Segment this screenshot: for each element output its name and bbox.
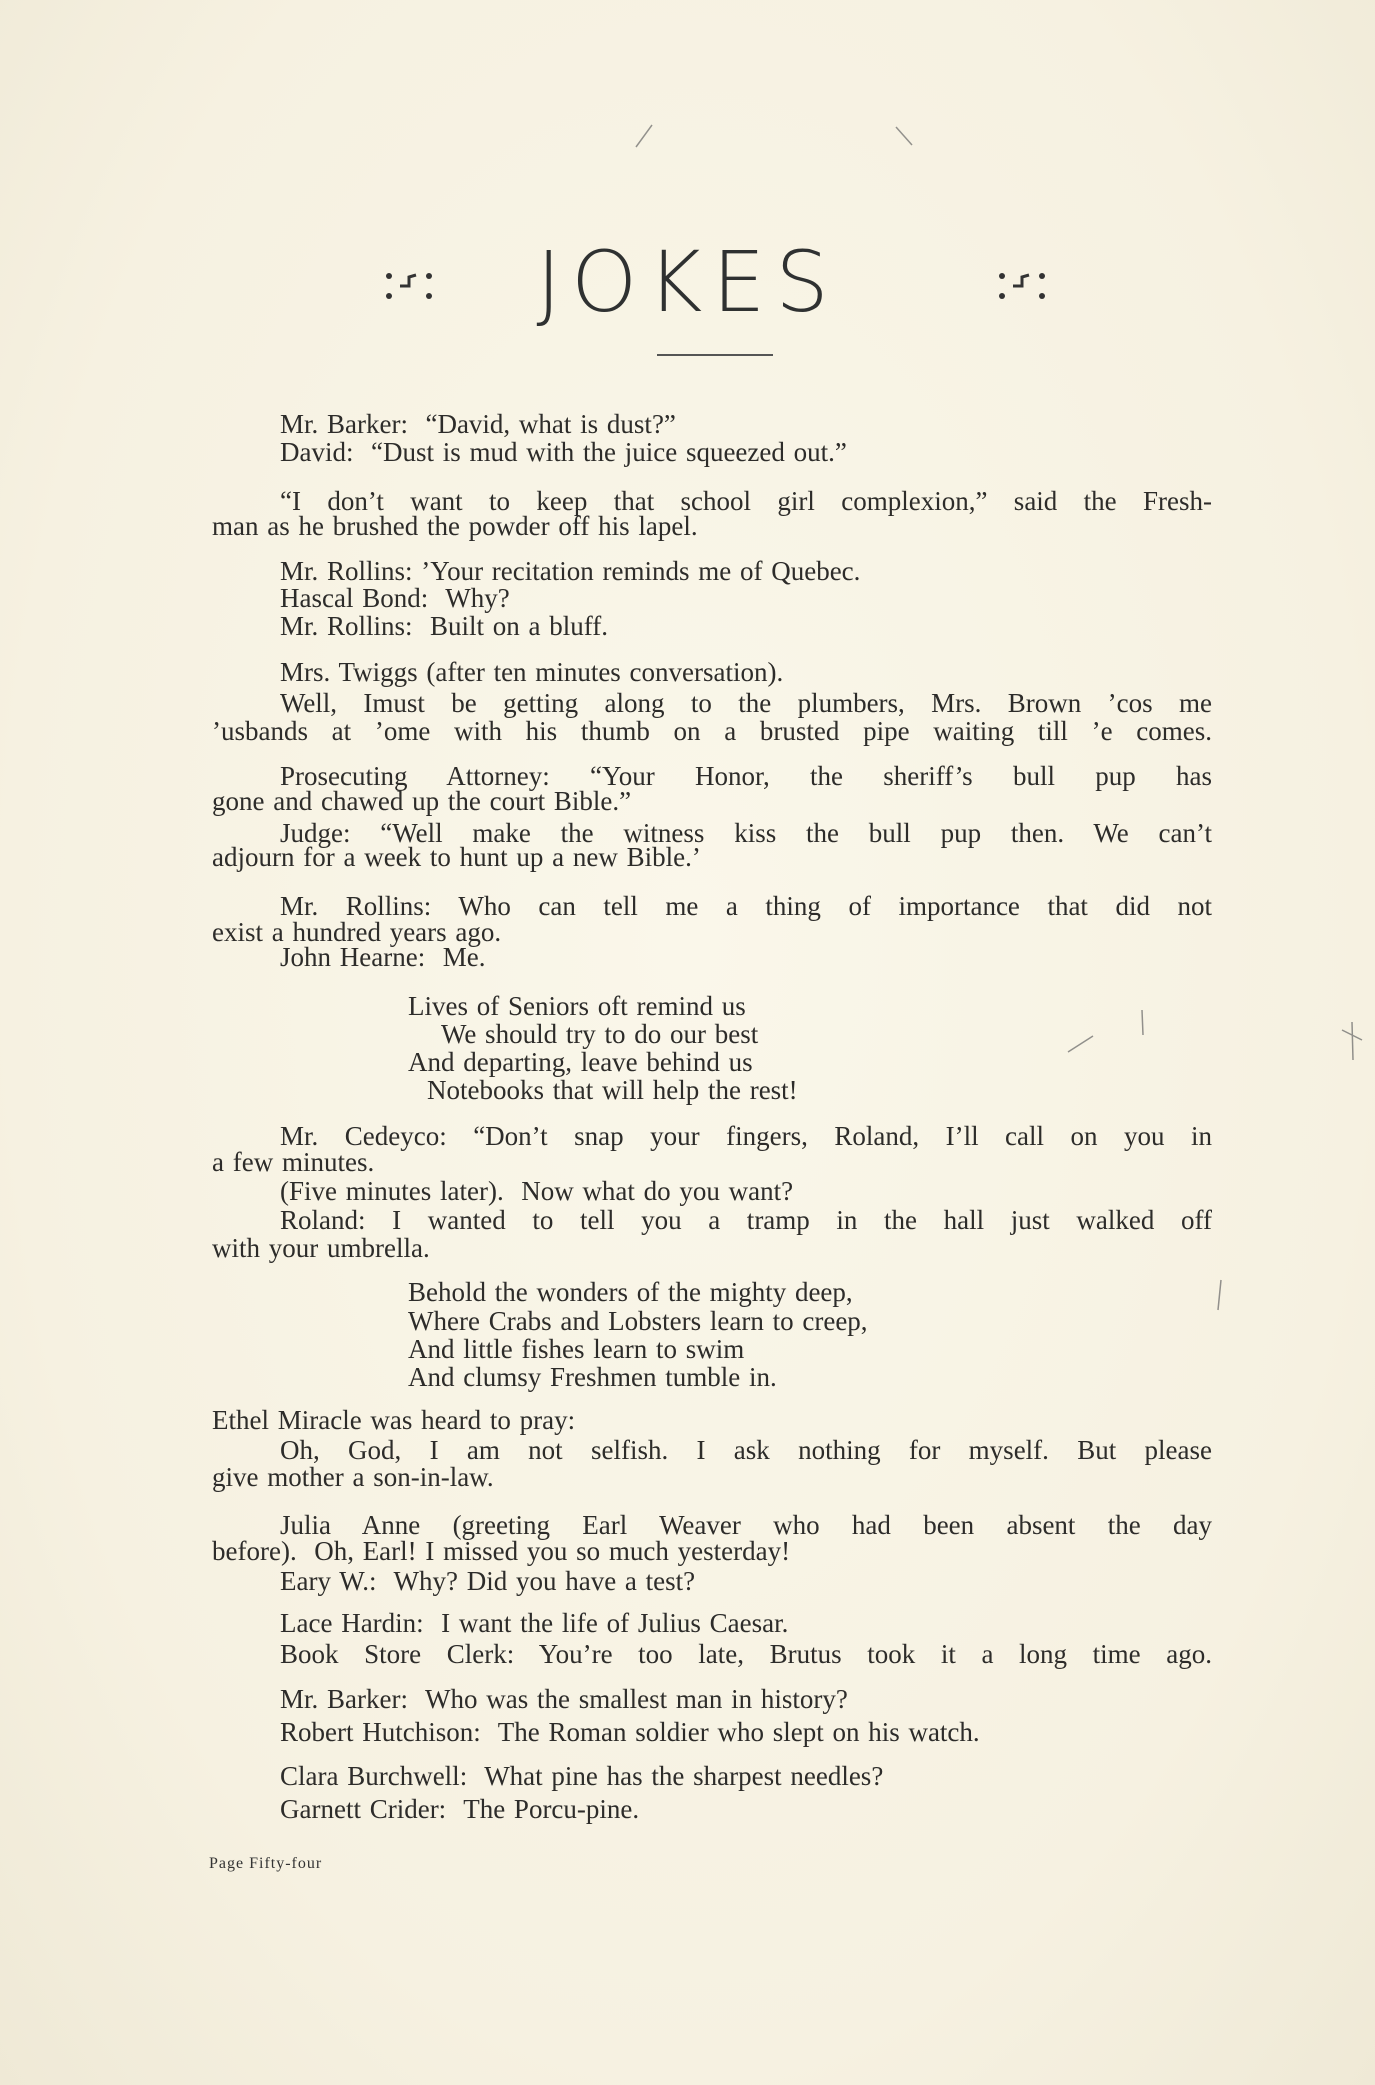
pencil-mark <box>1352 1022 1353 1060</box>
pencil-mark <box>896 127 912 145</box>
text-line: Mrs. Twiggs (after ten minutes conversation). <box>280 657 784 687</box>
text-line: Mr. Cedeyco: “Don’t snap your fingers, Roland, I’ll call on you in <box>280 1121 1212 1151</box>
poem-line: We should try to do our best <box>441 1019 759 1049</box>
text-line: Lace Hardin: I want the life of Julius Caesar. <box>280 1608 789 1638</box>
poem-line: And clumsy Freshmen tumble in. <box>408 1362 777 1392</box>
text-line: gone and chawed up the court Bible.” <box>212 786 632 816</box>
text-line: Judge: “Well make the witness kiss the bull pup then. We can’t <box>280 818 1212 848</box>
text-line: Hascal Bond: Why? <box>280 583 510 613</box>
text-line: Mr. Barker: Who was the smallest man in history? <box>280 1684 848 1714</box>
text-line: exist a hundred years ago. <box>212 917 502 947</box>
text-line: Garnett Crider: The Porcu-pine. <box>280 1794 640 1824</box>
text-line: David: “Dust is mud with the juice squeezed out.” <box>280 437 847 467</box>
poem-line: Where Crabs and Lobsters learn to creep, <box>408 1306 868 1336</box>
text-line: Ethel Miracle was heard to pray: <box>212 1405 576 1435</box>
text-line: Mr. Barker: “David, what is dust?” <box>280 409 676 439</box>
text-line: give mother a son-in-law. <box>212 1462 494 1492</box>
text-line: Oh, God, I am not selfish. I ask nothing for myself. But please <box>280 1435 1212 1465</box>
text-line: Roland: I wanted to tell you a tramp in the hall just walked off <box>280 1205 1212 1235</box>
pencil-mark <box>1142 1010 1143 1035</box>
text-line: Julia Anne (greeting Earl Weaver who had been absent the day <box>280 1510 1212 1540</box>
text-line: Robert Hutchison: The Roman soldier who slept on his watch. <box>280 1717 980 1747</box>
text-line: before). Oh, Earl! I missed you so much yesterday! <box>212 1536 791 1566</box>
pencil-mark <box>1218 1280 1221 1310</box>
text-line: (Five minutes later). Now what do you want? <box>280 1176 794 1206</box>
page-number: Page Fifty-four <box>209 1855 323 1872</box>
text-line: a few minutes. <box>212 1147 375 1177</box>
poem-line: Lives of Seniors oft remind us <box>408 991 746 1021</box>
text-line: Eary W.: Why? Did you have a test? <box>280 1566 696 1596</box>
text-line: Book Store Clerk: You’re too late, Brutus took it a long time ago. <box>280 1639 1212 1669</box>
title-divider <box>657 354 773 356</box>
text-line: man as he brushed the powder off his lapel. <box>212 511 698 541</box>
text-line: adjourn for a week to hunt up a new Bible.’ <box>212 842 701 872</box>
text-line: Mr. Rollins: ’Your recitation reminds me of Quebec. <box>280 556 861 586</box>
ornament-right-icon <box>998 262 1046 304</box>
text-line: Mr. Rollins: Who can tell me a thing of importance that did not <box>280 891 1212 921</box>
text-line: Clara Burchwell: What pine has the sharpest needles? <box>280 1761 884 1791</box>
poem-line: Notebooks that will help the rest! <box>427 1075 798 1105</box>
text-line: “I don’t want to keep that school girl complexion,” said the Fresh- <box>280 486 1212 516</box>
pencil-mark <box>1068 1036 1093 1052</box>
text-line: Prosecuting Attorney: “Your Honor, the sheriff’s bull pup has <box>280 761 1212 791</box>
text-line: Well, Imust be getting along to the plumbers, Mrs. Brown ’cos me <box>280 688 1212 718</box>
text-line: ’usbands at ’ome with his thumb on a brusted pipe waiting till ’e comes. <box>212 716 1212 746</box>
text-line: John Hearne: Me. <box>280 942 486 972</box>
text-line: Mr. Rollins: Built on a bluff. <box>280 611 609 641</box>
poem-line: Behold the wonders of the mighty deep, <box>408 1277 853 1307</box>
pencil-mark <box>636 125 652 147</box>
page-title: JOKES <box>536 233 839 331</box>
poem-line: And departing, leave behind us <box>408 1047 753 1077</box>
poem-line: And little fishes learn to swim <box>408 1334 745 1364</box>
text-line: with your umbrella. <box>212 1233 430 1263</box>
